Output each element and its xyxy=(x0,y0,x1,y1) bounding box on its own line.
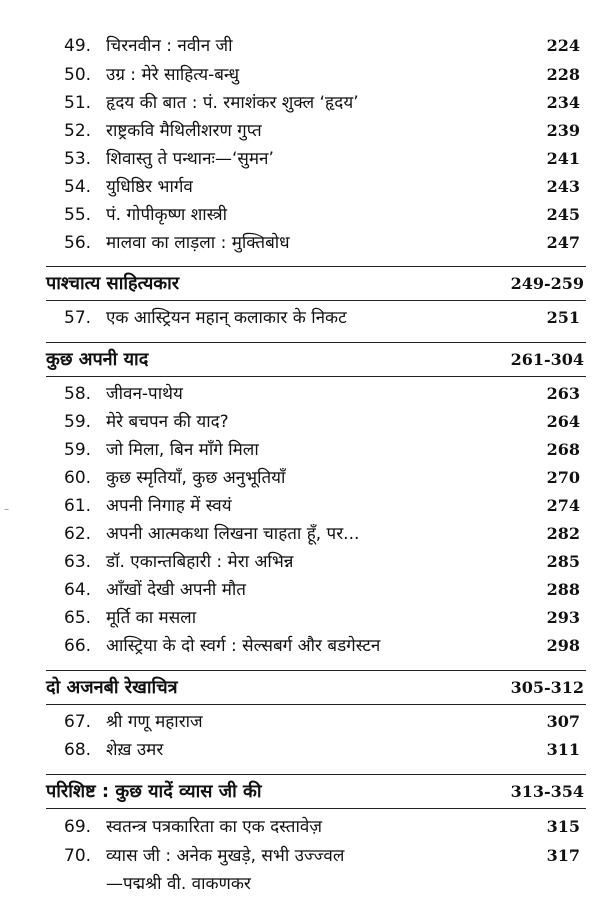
entry-title: मेरे बचपन की याद? xyxy=(106,412,229,432)
entry-page: 263 xyxy=(546,384,580,403)
entry-page: 293 xyxy=(546,608,580,627)
section-divider xyxy=(46,300,586,301)
toc-entry xyxy=(64,436,584,464)
entry-number: 55. xyxy=(64,205,92,225)
section-heading xyxy=(46,270,586,298)
entry-title: डॉ. एकान्तबिहारी : मेरा अभिन्न xyxy=(106,552,294,572)
toc-entry xyxy=(64,304,584,332)
entry-number: 64. xyxy=(64,580,92,600)
entry-title: एक आस्ट्रियन महान् कलाकार के निकट xyxy=(106,308,347,328)
entry-title: शेख़ उमर xyxy=(106,740,164,760)
section-heading xyxy=(46,674,586,702)
toc-entry xyxy=(64,604,584,632)
entry-number: 63. xyxy=(64,552,92,572)
section-page-range: 261-304 xyxy=(510,350,584,369)
entry-title: कुछ स्मृतियाँ, कुछ अनुभूतियाँ xyxy=(106,468,286,488)
entry-page: 234 xyxy=(546,93,580,112)
entry-title: युधिष्ठिर भार्गव xyxy=(106,177,193,197)
entry-page: 239 xyxy=(546,121,580,140)
entry-title: राष्ट्रकवि मैथिलीशरण गुप्त xyxy=(106,121,262,141)
entry-number: 70. xyxy=(64,846,92,866)
entry-number: 66. xyxy=(64,636,92,656)
entry-title: पं. गोपीकृष्ण शास्त्री xyxy=(106,205,228,225)
entry-number: 67. xyxy=(64,712,92,732)
toc-entry xyxy=(64,520,584,548)
toc-entry xyxy=(64,145,584,173)
entry-page: 288 xyxy=(546,580,580,599)
entry-title: मूर्ति का मसला xyxy=(106,608,197,628)
entry-page: 270 xyxy=(546,468,580,487)
section-divider xyxy=(46,704,586,705)
entry-number: 56. xyxy=(64,233,92,253)
entry-title: व्यास जी : अनेक मुखड़े, सभी उज्ज्वल xyxy=(106,846,345,866)
entry-page: 285 xyxy=(546,552,580,571)
entry-title: शिवास्तु ते पन्थानः—‘सुमन’ xyxy=(106,149,274,169)
toc-entry xyxy=(64,380,584,408)
entry-page: 311 xyxy=(546,740,580,759)
section-divider xyxy=(46,342,586,343)
entry-page: 307 xyxy=(546,712,580,731)
entry-title: अपनी निगाह में स्वयं xyxy=(106,496,232,516)
entry-title: जो मिला, बिन माँगे मिला xyxy=(106,440,259,460)
entry-title: श्री गणू महाराज xyxy=(106,712,203,732)
entry-number: 51. xyxy=(64,93,92,113)
stray-mark: – xyxy=(4,504,9,515)
toc-entry xyxy=(64,708,584,736)
entry-title: मालवा का लाड़ला : मुक्तिबोध xyxy=(106,233,290,253)
section-title: दो अजनबी रेखाचित्र xyxy=(46,677,178,698)
entry-page: 268 xyxy=(546,440,580,459)
toc-entry xyxy=(64,229,584,257)
entry-page: 243 xyxy=(546,177,580,196)
toc-entry xyxy=(64,842,584,870)
section-page-range: 305-312 xyxy=(510,678,584,697)
section-page-range: 313-354 xyxy=(510,782,584,801)
entry-title: हृदय की बात : पं. रमाशंकर शुक्ल ‘हृदय’ xyxy=(106,93,359,113)
entry-title: आस्ट्रिया के दो स्वर्ग : सेल्सबर्ग और बडगेस्टन xyxy=(106,636,381,656)
entry-page: 298 xyxy=(546,636,580,655)
entry-number: 68. xyxy=(64,740,92,760)
entry-page: 264 xyxy=(546,412,580,431)
entry-page: 224 xyxy=(546,36,580,55)
entry-page: 274 xyxy=(546,496,580,515)
entry-title: अपनी आत्मकथा लिखना चाहता हूँ, पर... xyxy=(106,524,360,544)
entry-number: 61. xyxy=(64,496,92,516)
section-heading xyxy=(46,778,586,806)
entry-page: 247 xyxy=(546,233,580,252)
entry-page: 241 xyxy=(546,149,580,168)
entry-title: चिरनवीन : नवीन जी xyxy=(106,36,233,56)
entry-page: 282 xyxy=(546,524,580,543)
entry-author-line: —पद्मश्री वी. वाकणकर xyxy=(106,874,251,894)
toc-entry xyxy=(64,173,584,201)
toc-entry xyxy=(64,813,584,841)
section-divider xyxy=(46,376,586,377)
entry-title: स्वतन्त्र पत्रकारिता का एक दस्तावेज़ xyxy=(106,817,322,837)
section-divider xyxy=(46,670,586,671)
entry-number: 58. xyxy=(64,384,92,404)
entry-number: 52. xyxy=(64,121,92,141)
entry-page: 251 xyxy=(546,308,580,327)
entry-page: 245 xyxy=(546,205,580,224)
section-title: परिशिष्ट : कुछ यादें व्यास जी की xyxy=(46,781,262,802)
entry-number: 49. xyxy=(64,36,92,56)
entry-number: 50. xyxy=(64,65,92,85)
entry-page: 317 xyxy=(546,846,580,865)
toc-entry xyxy=(64,408,584,436)
entry-number: 62. xyxy=(64,524,92,544)
entry-page: 315 xyxy=(546,817,580,836)
toc-entry xyxy=(64,736,584,764)
section-title: पाश्चात्य साहित्यकार xyxy=(46,273,180,294)
entry-number: 54. xyxy=(64,177,92,197)
toc-entry xyxy=(64,89,584,117)
section-title: कुछ अपनी याद xyxy=(46,349,149,370)
toc-entry xyxy=(64,632,584,660)
toc-entry xyxy=(64,32,584,60)
toc-entry xyxy=(64,548,584,576)
entry-number: 59. xyxy=(64,440,92,460)
toc-entry xyxy=(64,492,584,520)
entry-title: जीवन-पाथेय xyxy=(106,384,183,404)
section-divider xyxy=(46,266,586,267)
toc-entry xyxy=(64,61,584,89)
entry-number: 60. xyxy=(64,468,92,488)
section-page-range: 249-259 xyxy=(510,274,584,293)
entry-number: 65. xyxy=(64,608,92,628)
section-divider xyxy=(46,774,586,775)
entry-title: उग्र : मेरे साहित्य-बन्धु xyxy=(106,65,240,85)
entry-title: आँखों देखी अपनी मौत xyxy=(106,580,246,600)
toc-entry xyxy=(64,201,584,229)
entry-page: 228 xyxy=(546,65,580,84)
toc-entry xyxy=(64,576,584,604)
section-heading xyxy=(46,346,586,374)
entry-number: 57. xyxy=(64,308,92,328)
toc-entry xyxy=(64,464,584,492)
entry-number: 53. xyxy=(64,149,92,169)
toc-entry xyxy=(64,117,584,145)
entry-number: 59. xyxy=(64,412,92,432)
entry-number: 69. xyxy=(64,817,92,837)
section-divider xyxy=(46,808,586,809)
